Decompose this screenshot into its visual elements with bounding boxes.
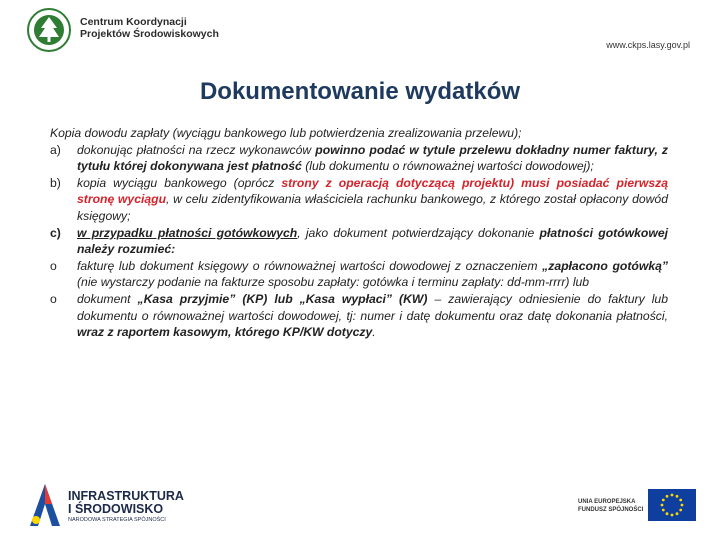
ie-line2: I ŚRODOWISKO xyxy=(68,501,164,516)
lead-text: Kopia dowodu zapłaty (wyciągu bankowego lub potwierdzenia zrealizowania przelewu); xyxy=(50,126,522,140)
list-item-o1 xyxy=(50,258,668,291)
item-marker: c) xyxy=(50,225,61,240)
org-name xyxy=(80,16,219,40)
ie-subtitle: NARODOWA STRATEGIA SPÓJNOŚCI xyxy=(68,517,166,523)
org-line1: Centrum Koordynacji xyxy=(80,16,187,28)
item-text: , jako dokument potwierdzający dokonanie xyxy=(297,225,540,240)
item-bold-text: powinno podać w tytule przelewu dokładny numer faktury, z tytułu której dokonywana jest płatność xyxy=(77,142,668,174)
eu-text xyxy=(578,498,643,514)
item-text: – zawierający odniesienie do faktury lub dokumentu o równoważnej wartości dowodowej, tj: numer i datę dokumentu oraz datę dokonania płatności, xyxy=(77,291,668,323)
eu-line1: UNIA EUROPEJSKA xyxy=(578,499,636,505)
header xyxy=(0,0,720,60)
org-line2: Projektów Środowiskowych xyxy=(80,28,219,40)
item-text: . xyxy=(372,325,376,340)
list-item-c xyxy=(50,225,668,258)
item-marker: o xyxy=(50,258,57,273)
item-text: fakturę lub dokument księgowy o równoważnej wartości dowodowej z oznaczeniem xyxy=(77,258,543,273)
ie-line1: INFRASTRUKTURA xyxy=(68,489,184,503)
item-bold-text: „zapłacono gotówką” xyxy=(542,258,668,273)
item-marker: a) xyxy=(50,142,61,157)
item-marker: o xyxy=(50,291,57,306)
list-item-o2 xyxy=(50,291,668,341)
page-title: Dokumentowanie wydatków xyxy=(199,78,521,105)
item-bold-underline-text: w przypadku płatności gotówkowych xyxy=(77,225,298,240)
item-text: , w celu zidentyfikowania właściciela rachunku bankowego, z którego został opłacony dowód księgowy; xyxy=(77,192,668,223)
item-text: dokument xyxy=(77,291,138,306)
content xyxy=(50,125,668,341)
eu-line2: FUNDUSZ SPÓJNOŚCI xyxy=(578,507,644,513)
list-item-b xyxy=(50,175,668,225)
site-url[interactable]: www.ckps.lasy.gov.pl xyxy=(606,40,690,50)
lasy-panstwowe-logo xyxy=(27,8,71,52)
item-bold-text: „Kasa przyjmie” (KP) lub „Kasa wypłaci” (KW) xyxy=(137,291,428,306)
item-text: (lub dokumentu o równoważnej wartości dowodowej); xyxy=(301,159,594,174)
infrastruktura-logo-icon xyxy=(28,480,62,528)
item-bold-text: wraz z raportem kasowym, którego KP/KW dotyczy xyxy=(77,325,373,340)
item-marker: b) xyxy=(50,175,61,190)
footer xyxy=(0,475,720,540)
infrastruktura-text xyxy=(68,490,184,515)
item-text: (nie wystarczy podanie na fakturze sposobu zapłaty: gotówka i terminu zapłaty: dd-mm-rrrr) lub xyxy=(77,275,590,290)
eu-flag-icon xyxy=(648,489,696,521)
item-text: dokonując płatności na rzecz wykonawców xyxy=(77,142,316,157)
item-bold-text: płatności gotówkowej należy rozumieć: xyxy=(77,225,669,257)
item-text: kopia wyciągu bankowego (oprócz xyxy=(77,175,282,190)
list-item-a xyxy=(50,142,668,175)
item-highlight-text: strony z operacją dotyczącą projektu) musi posiadać pierwszą stronę wyciągu xyxy=(77,175,668,207)
